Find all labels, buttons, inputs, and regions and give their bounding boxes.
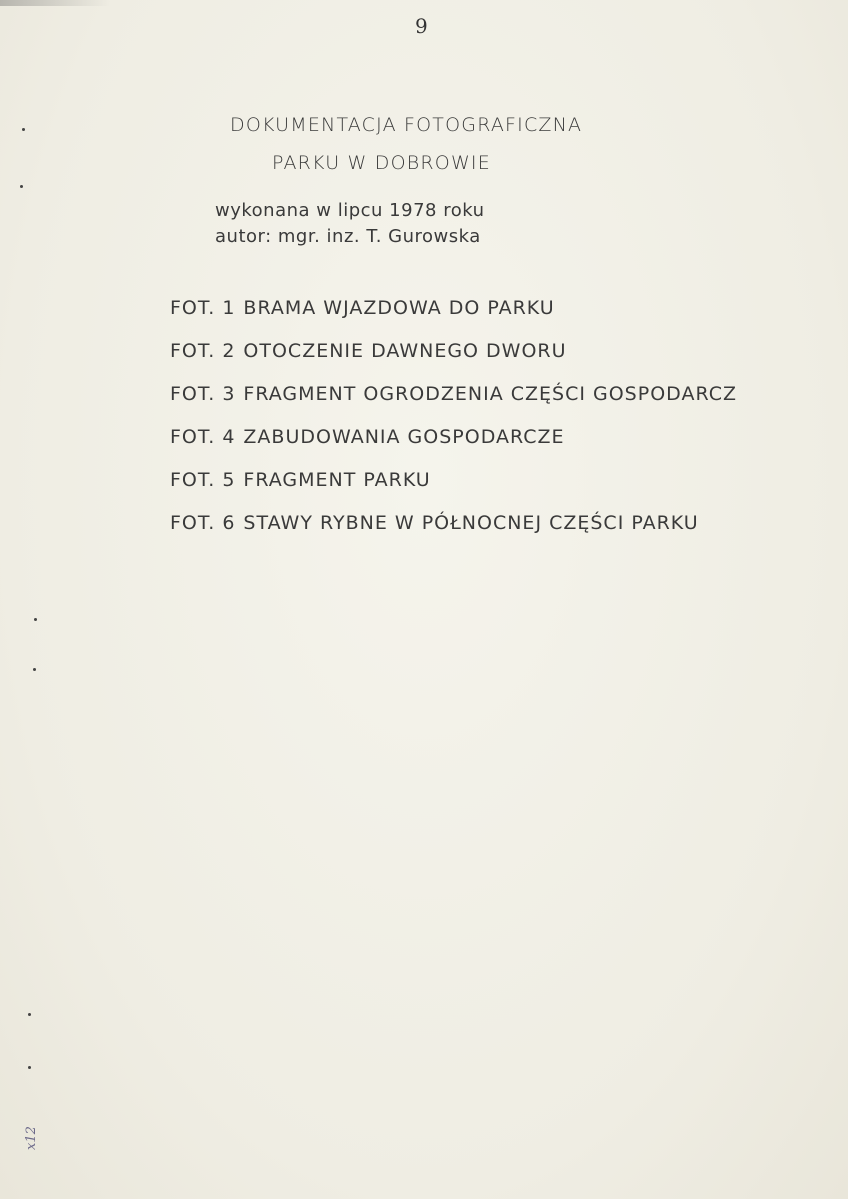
photo-number: FOT. 5 [170,469,236,491]
margin-dot [33,668,36,671]
margin-dot [28,1066,31,1069]
photo-number: FOT. 6 [170,512,236,534]
margin-dot [34,618,37,621]
margin-dot [22,128,25,131]
subtitle-date: wykonana w lipcu 1978 roku [215,200,485,221]
photo-list-item [170,382,848,425]
photo-number: FOT. 3 [170,383,236,405]
photo-caption: BRAMA WJAZDOWA DO PARKU [243,297,555,319]
photo-list-item [170,511,848,554]
photo-caption: FRAGMENT PARKU [243,469,431,491]
photo-caption: FRAGMENT OGRODZENIA CZĘŚCI GOSPODARCZ [243,383,737,405]
margin-dot [20,185,23,188]
page-number: 9 [415,14,428,38]
photo-caption: STAWY RYBNE W PÓŁNOCNEJ CZĘŚCI PARKU [243,512,699,534]
margin-annotation: x12 [24,1126,39,1150]
photo-number: FOT. 2 [170,340,236,362]
photo-number: FOT. 1 [170,297,236,319]
subtitle-author: autor: mgr. inz. T. Gurowska [215,226,481,247]
photo-number: FOT. 4 [170,426,236,448]
photo-list-item [170,296,848,339]
document-title-line-1: DOKUMENTACJA FOTOGRAFICZNA [230,114,583,136]
photo-caption: OTOCZENIE DAWNEGO DWORU [243,340,567,362]
photo-list-item [170,339,848,382]
document-title-line-2: PARKU W DOBROWIE [272,152,491,174]
page-edge-shadow [0,0,110,6]
photo-list [170,296,848,554]
margin-dot [28,1013,31,1016]
photo-caption: ZABUDOWANIA GOSPODARCZE [243,426,565,448]
photo-list-item [170,468,848,511]
photo-list-item [170,425,848,468]
